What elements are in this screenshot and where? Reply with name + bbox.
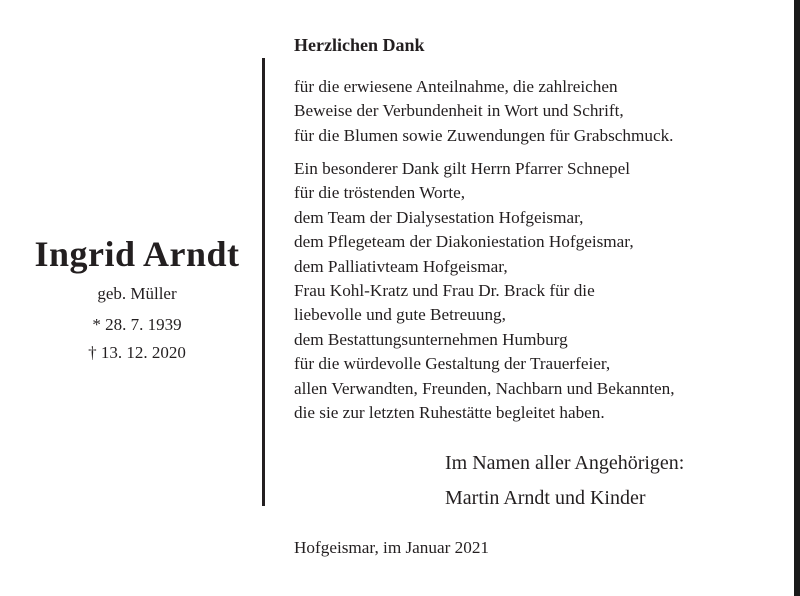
text-line: die sie zur letzten Ruhestätte begleitet haben. bbox=[294, 403, 605, 423]
text-line: für die würdevolle Gestaltung der Trauerfeier, bbox=[294, 354, 611, 374]
text-line: Ein besonderer Dank gilt Herrn Pfarrer Schnepel bbox=[294, 159, 630, 178]
text-line: für die Blumen sowie Zuwendungen für Grabschmuck. bbox=[294, 125, 674, 145]
birth-name: geb. Müller bbox=[97, 284, 177, 303]
text-line: Beweise der Verbundenheit in Wort und Schrift, bbox=[294, 101, 624, 121]
text-line: dem Pflegeteam der Diakoniestation Hofgeismar, bbox=[294, 232, 634, 252]
death-date: † 13. 12. 2020 bbox=[88, 343, 186, 362]
vertical-divider bbox=[262, 58, 265, 506]
place-and-date: Hofgeismar, im Januar 2021 bbox=[294, 538, 490, 557]
text-line: dem Bestattungsunternehmen Humburg bbox=[294, 329, 568, 349]
thanks-paragraph-1 bbox=[294, 75, 673, 148]
text-line: liebevolle und gute Betreuung, bbox=[294, 305, 506, 325]
text-line: Frau Kohl-Kratz und Frau Dr. Brack für die bbox=[294, 281, 595, 301]
signature-names: Martin Arndt und Kinder bbox=[445, 487, 646, 509]
deceased-name: Ingrid Arndt bbox=[34, 234, 240, 274]
signature-intro: Im Namen aller Angehörigen: bbox=[445, 452, 685, 474]
text-line: dem Palliativteam Hofgeismar, bbox=[294, 256, 508, 276]
thanks-heading: Herzlichen Dank bbox=[294, 35, 425, 55]
thanks-paragraph-2 bbox=[294, 157, 675, 425]
text-line: dem Team der Dialysestation Hofgeismar, bbox=[294, 207, 584, 227]
text-line: für die tröstenden Worte, bbox=[294, 183, 466, 203]
text-line: für die erwiesene Anteilnahme, die zahlreichen bbox=[294, 77, 618, 96]
birth-date: * 28. 7. 1939 bbox=[92, 315, 182, 334]
text-line: allen Verwandten, Freunden, Nachbarn und Bekannten, bbox=[294, 378, 675, 398]
